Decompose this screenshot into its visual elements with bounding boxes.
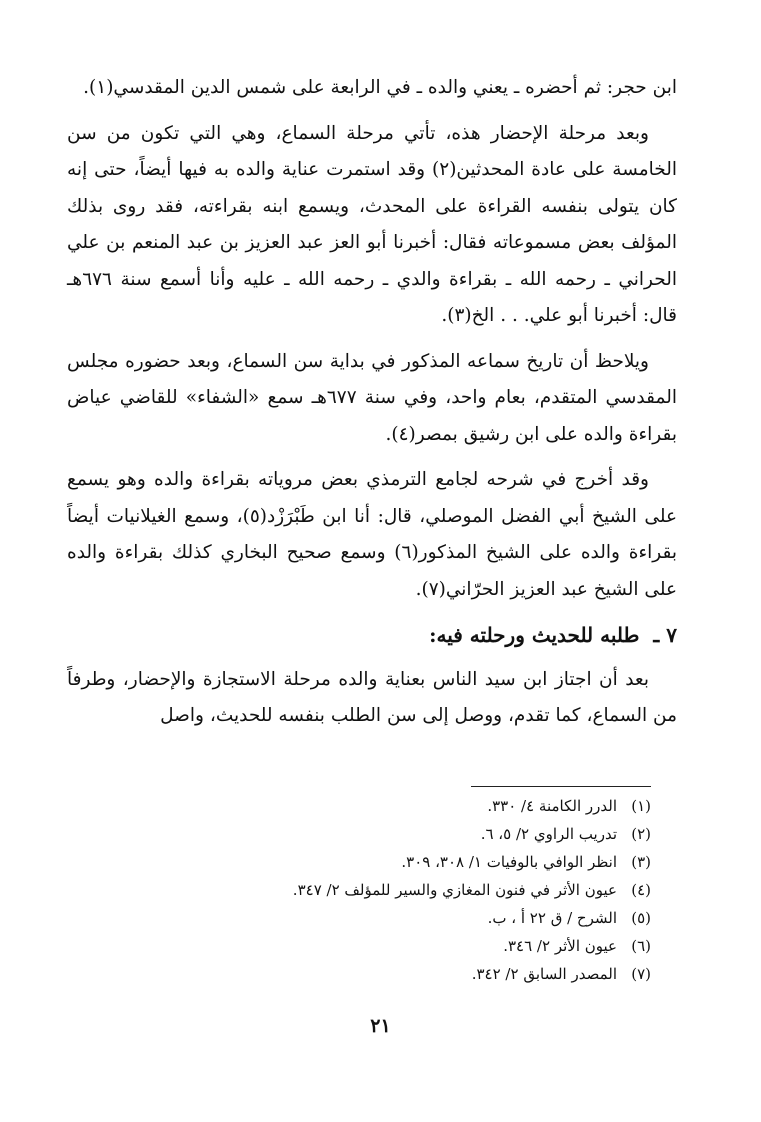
page-number: ٢١ — [370, 1015, 391, 1037]
footnote-item — [91, 876, 651, 904]
paragraph-4: وقد أخرج في شرحه لجامع الترمذي بعض مروياته بقراءة والده وهو يسمع على الشيخ أبي الفضل الموصلي، قال: أنا ابن طَبْرَزْد(٥)، وسمع الغيلانيات أيضاً بقراءة والده على الشيخ المذكور(٦) وسمع صحيح البخاري كذلك بقراءة والده على الشيخ عبد العزيز الحرّاني(٧). — [67, 469, 677, 600]
footnote-item — [91, 904, 651, 932]
footnote-number: (٤) — [631, 881, 651, 899]
section-title: طلبه للحديث ورحلته فيه: — [429, 623, 640, 647]
footnote-text: تدريب الراوي ٢/ ٥، ٦. — [480, 825, 617, 843]
footnote-item — [91, 848, 651, 876]
section-heading — [67, 617, 677, 654]
section-paragraph: بعد أن اجتاز ابن سيد الناس بعناية والده مرحلة الاستجازة والإحضار، وطرفاً من السماع، كما تقدم، ووصل إلى سن الطلب بنفسه للحديث، واصل — [67, 668, 677, 726]
paragraph-1: ابن حجر: ثم أحضره ـ يعني والده ـ في الرابعة على شمس الدين المقدسي(١). — [83, 77, 677, 98]
footnote-text: الشرح / ق ٢٢ أ ، ب. — [487, 909, 617, 927]
footnote-number: (٣) — [631, 853, 651, 871]
footnotes-list — [91, 792, 651, 988]
footnote-item — [91, 820, 651, 848]
footnote-number: (١) — [631, 797, 651, 815]
paragraph-2: وبعد مرحلة الإحضار هذه، تأتي مرحلة السماع، وهي التي تكون من سن الخامسة على عادة المحدثين(٢) وقد استمرت عناية والده به فيها أيضاً، حتى إنه كان يتولى بنفسه القراءة على المحدث، ويسمع ابنه بقراءته، فقد روى بذلك المؤلف بعض مسموعاته فقال: أخبرنا أبو العز عبد العزيز بن عبد المنعم بن علي الحراني ـ رحمه الله ـ بقراءة والدي ـ رحمه الله ـ عليه وأنا أسمع سنة ٦٧٦هـ قال: أخبرنا أبو علي. . . الخ(٣). — [67, 122, 677, 326]
footnote-item — [91, 960, 651, 988]
main-text — [67, 70, 677, 744]
footnote-text: عيون الأثر ٢/ ٣٤٦. — [503, 937, 617, 955]
footnote-text: عيون الأثر في فنون المغازي والسير للمؤلف ٢/ ٣٤٧. — [292, 881, 617, 899]
footnote-text: المصدر السابق ٢/ ٣٤٢. — [471, 965, 617, 983]
footnote-number: (٢) — [631, 825, 651, 843]
footnote-text: الدرر الكامنة ٤/ ٣٣٠. — [487, 797, 617, 815]
paragraph-3: ويلاحظ أن تاريخ سماعه المذكور في بداية سن السماع، وبعد حضوره مجلس المقدسي المتقدم، بعام واحد، وفي سنة ٦٧٧هـ سمع «الشفاء» للقاضي عياض بقراءة والده على ابن رشيق بمصر(٤). — [67, 350, 677, 445]
footnote-number: (٥) — [631, 909, 651, 927]
footnote-number: (٦) — [631, 937, 651, 955]
footnote-number: (٧) — [631, 965, 651, 983]
footnote-text: انظر الوافي بالوفيات ١/ ٣٠٨، ٣٠٩. — [401, 853, 617, 871]
footnote-item — [91, 792, 651, 820]
footnote-divider — [471, 786, 651, 787]
footnote-item — [91, 932, 651, 960]
section-number: ٧ ـ — [653, 623, 677, 647]
